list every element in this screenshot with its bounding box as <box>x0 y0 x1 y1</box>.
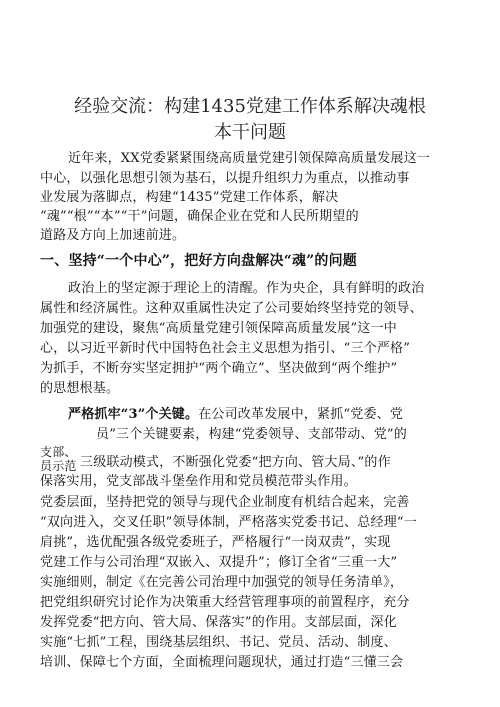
title-line-2: 本干问题 <box>214 122 286 143</box>
bold-lead: 严格抓牢“3”个关键。 <box>68 407 199 422</box>
text-line: 党委层面，坚持把党的领导与现代企业制度有机结合起来，完善 <box>40 495 410 510</box>
title-line-1: 经验交流：构建1435党建工作体系解决魂根 <box>74 96 426 117</box>
text-line: 政治上的坚定源于理论上的清醒。作为央企，具有鲜明的政治 <box>68 281 425 296</box>
text-line: 道路及方向上加速前进。 <box>40 228 186 243</box>
text-line: 肩挑”，选优配强各级党委班子，严格履行“一岗双责”，实现 <box>40 535 391 550</box>
text-line: 把党组织研究讨论作为决策重大经营管理事项的前置程序，充分 <box>40 595 410 610</box>
text-line: 属性和经济属性。这种双重属性决定了公司要始终坚持党的领导、 <box>40 301 423 316</box>
text-span: 在公司改革发展中，紧抓“党委、党 <box>198 407 404 422</box>
text-line: 发挥党委“把方向、管大局、保落实”的作用。支部层面，深化 <box>40 615 397 630</box>
text-line: 实施“七抓”工程，围绕基层组织、书记、党员、活动、制度、 <box>40 635 397 650</box>
document-title <box>40 94 460 146</box>
text-line <box>68 407 403 423</box>
text-line: 心，以习近平新时代中国特色社会主义思想为指引、“三个严格” <box>40 341 411 356</box>
text-line: 员”三个关键要素，构建“党委领导、支部带动、党”的 <box>96 427 407 442</box>
text-line: “魂”“根”“本”“干”问题，确保企业在党和人民所期望的 <box>40 209 359 224</box>
text-line: 培训、保障七个方面，全面梳理问题现状，通过打造“三懂三会 <box>40 655 404 670</box>
text-line: 为抓手，不断夯实坚定拥护“两个确立”、坚决做到“两个维护” <box>40 361 398 376</box>
text-line: 党建工作与公司治理“双嵌入、双提升”；修订全省“三重一大” <box>40 555 398 570</box>
text-line: 加强党的建设，聚焦“高质量党建引领保障高质量发展”这一中 <box>40 321 397 336</box>
section-heading: 一、坚持“一个中心”，把好方向盘解决“魂”的问题 <box>40 253 358 269</box>
side-label: 员示范 <box>40 459 77 473</box>
text-line: 实施细则，制定《在完善公司治理中加强党的领导任务清单》， <box>40 575 404 590</box>
text-line: 中心，以强化思想引领为基石，以提升组织力为重点，以推动事 <box>40 171 410 186</box>
text-line: 三级联动模式，不断强化党委“把方向、管大局、”的作 <box>80 455 391 470</box>
side-label: 支部、 <box>40 445 77 459</box>
text-line: “双向进入，交叉任职”领导体制，严格落实党委书记、总经理“一 <box>40 515 417 530</box>
text-line: 近年来，XX党委紧紧围绕高质量党建引领保障高质量发展这一 <box>68 151 431 166</box>
text-line: 保落实用，党支部战斗堡垒作用和党员模范带头作用。 <box>40 474 357 489</box>
text-line: 的思想根基。 <box>40 381 120 396</box>
text-line: 业发展为落脚点，构建“1435”党建工作体系，解决 <box>40 190 339 205</box>
